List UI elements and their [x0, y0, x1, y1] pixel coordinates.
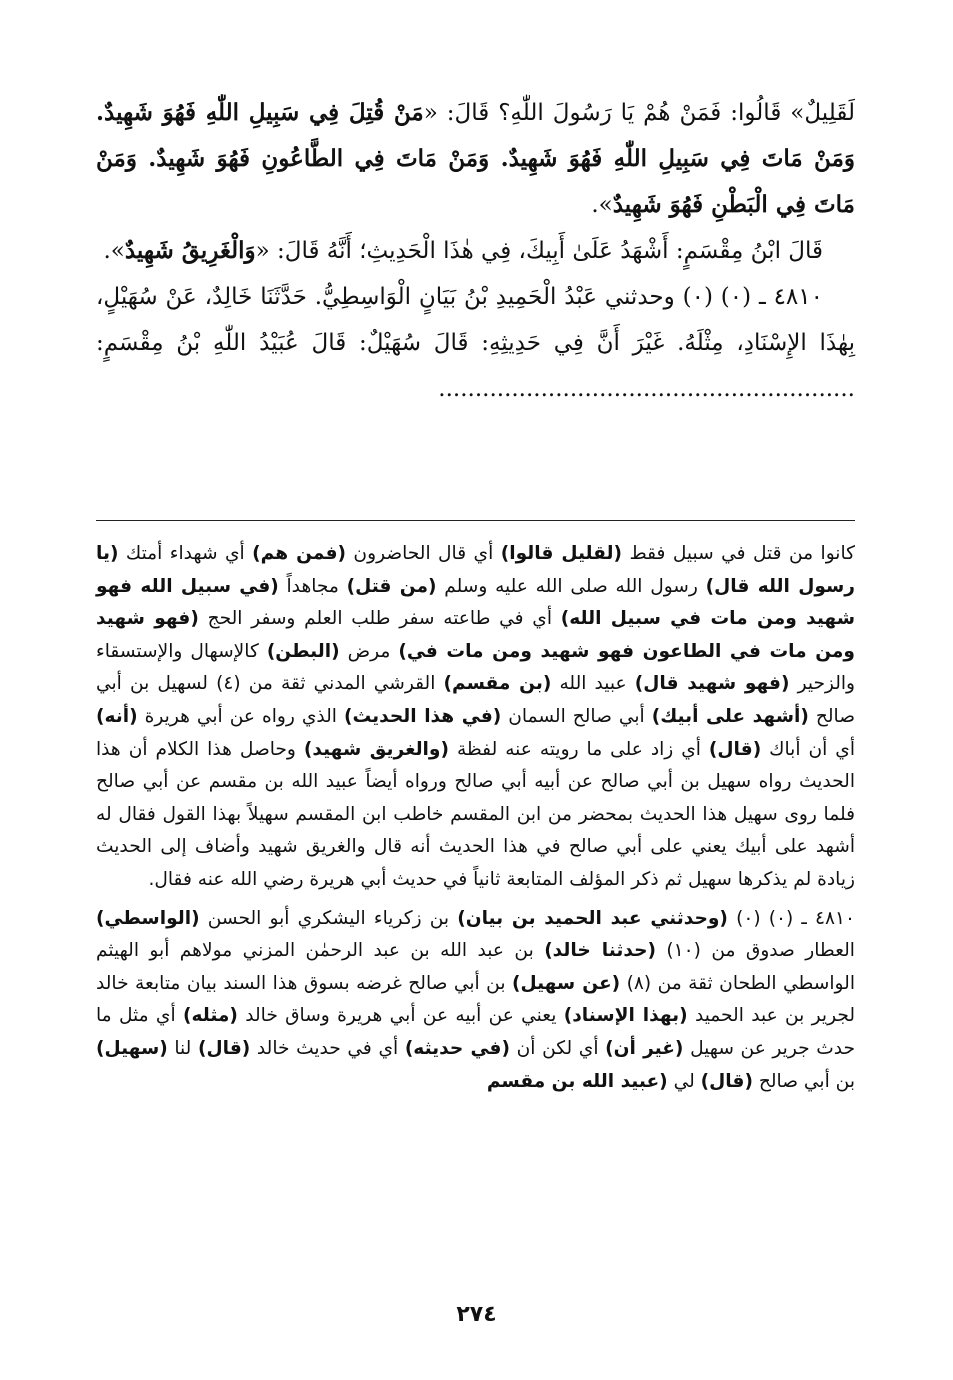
commentary-text: بن عبد الله بن عبد الرحمٰن المزني مولاهم أبو الهيثم الواسطي الطحان ثقة من (٨) — [96, 940, 855, 994]
commentary-bold-phrase: (من قتل) — [346, 575, 437, 597]
hadith-paragraph-3 — [96, 274, 855, 412]
commentary-bold-phrase: (حدثنا خالد) — [544, 940, 656, 962]
commentary-text: أي في حديث خالد — [250, 1037, 405, 1059]
hadith-text-plain: ». — [103, 238, 125, 264]
hadith-text-plain: لَقَلِيلٌ» قَالُوا: فَمَنْ هُمْ يَا رَسُولَ اللّٰهِ؟ قَالَ: « — [423, 100, 855, 126]
commentary-text: أي مثل ما حدث جرير عن سهيل — [96, 1005, 855, 1059]
page-number: ٢٧٤ — [456, 1302, 497, 1327]
hadith-paragraph-1 — [96, 90, 855, 228]
commentary-text: أي قال الحاضرون — [346, 543, 501, 564]
commentary-text: أي لكن أن — [509, 1037, 606, 1059]
commentary-text: لنا — [167, 1037, 198, 1059]
commentary-bold-phrase: (مثله) — [182, 1005, 238, 1027]
commentary-bold-phrase: (سهيل) — [96, 1037, 168, 1059]
commentary-text: بن أبي صالح غرضه بسوق هذا السند بيان متابعة خالد لجرير بن عبد الحميد — [96, 972, 855, 1027]
commentary-bold-phrase: (لقليل قالوا) — [500, 543, 623, 564]
commentary-bold-phrase: (قال) — [197, 1037, 251, 1059]
hadith-text-bold: وَالْغَرِيقُ شَهِيدٌ — [124, 237, 256, 264]
commentary-text: ٤٨١٠ ـ (٠) (٠) — [727, 907, 855, 929]
commentary-bold-phrase: (قال) — [708, 738, 762, 760]
commentary-text: مرض — [339, 640, 399, 662]
commentary-text: كالإسهال والإستسقاء والزحير — [96, 640, 856, 695]
hadith-text-plain: ». — [591, 192, 613, 218]
hadith-text-plain: ٤٨١٠ ـ (٠) (٠) وحدثني عَبْدُ الْحَمِيدِ بْنُ بَيَانٍ الْوَاسِطِيُّ. حَدَّثَنَا خَالِدٌ، عَنْ سُهَيْلٍ، بِهٰذَا الإِسْنَادِ، مِثْلَهُ. غَيْرَ أَنَّ فِي حَدِيثِهِ: قَالَ سُهَيْلٌ: قَالَ عُبَيْدُ اللّٰهِ بْنُ مِقْسَمٍ: — [96, 284, 855, 356]
commentary-bold-phrase: (أشهد على أبيك) — [651, 705, 809, 727]
commentary-text: رسول الله صلى الله عليه وسلم — [436, 575, 706, 597]
commentary-text: عبيد الله — [551, 673, 635, 695]
hadith-paragraph-2 — [96, 228, 855, 274]
commentary-bold-phrase: (في سبيل الله فهو شهيد ومن مات في سبيل الله) — [96, 575, 855, 630]
footnote-divider — [96, 520, 855, 521]
commentary-bold-phrase: (فمن هم) — [252, 543, 346, 564]
commentary-bold-phrase: (في حديثه) — [404, 1037, 510, 1059]
commentary-text: وحاصل هذا الكلام أن هذا الحديث رواه سهيل بن أبي صالح عن أبيه أبي صالح ورواه أيضاً عبيد الله بن مقسم عن أبي صالح فلما روى سهيل هذا الحديث بمحضر من ابن المقسم خاطب ابن المقسم سهيلاً بهذا القول فقال له أشهد على أبيك يعني على أبي صالح في هذا الحديث أنه قال والغريق شهيد وأضاف إلى الحديث زيادة لم يذكرها سهيل ثم ذكر المؤلف المتابعة ثانياً في حديث أبي هريرة رضي الله عنه فقال. — [96, 738, 855, 890]
commentary-text: القرشي المدني ثقة من (٤) لسهيل بن أبي صالح — [96, 673, 855, 727]
commentary-bold-phrase: (عن سهيل) — [511, 972, 621, 994]
commentary-bold-phrase: (غير أن) — [605, 1037, 684, 1059]
hadith-text-bold: مَنْ قُتِلَ فِي سَبِيلِ اللّٰهِ فَهُوَ شَهِيدٌ. وَمَنْ مَاتَ فِي سَبِيلِ اللّٰهِ فَهُوَ شَهِيدٌ. وَمَنْ مَاتَ فِي الطَّاعُونِ فَهُوَ شَهِيدٌ. وَمَنْ مَاتَ فِي الْبَطْنِ فَهُوَ شَهِيدٌ — [96, 99, 855, 218]
commentary-text: كانوا من قتل في سبيل فقط — [622, 543, 855, 564]
commentary-bold-phrase: (أنه) — [96, 705, 138, 727]
commentary-text: لي — [667, 1070, 701, 1092]
commentary-bold-phrase: (قال) — [700, 1070, 753, 1092]
commentary-bold-phrase: (الواسطي) — [96, 907, 200, 929]
commentary-bold-phrase: (فهو شهيد قال) — [634, 673, 790, 695]
commentary-text: بن زكرياء اليشكري أبو الحسن — [199, 907, 458, 929]
commentary-text: العطار صدوق من (١٠) — [655, 940, 855, 962]
commentary-text: أي أن أباك — [761, 738, 855, 760]
hadith-text-plain: قَالَ ابْنُ مِقْسَمٍ: أَشْهَدُ عَلَىٰ أَبِيكَ، فِي هٰذَا الْحَدِيثِ؛ أَنَّهُ قَالَ: « — [255, 238, 823, 264]
commentary-text: أبي صالح السمان — [501, 705, 652, 727]
commentary-text: أي في طاعته سفر طلب العلم وسفر الحج — [198, 608, 561, 630]
commentary-bold-phrase: (البطن) — [266, 640, 340, 662]
commentary-bold-phrase: (يا رسول الله قال) — [96, 543, 855, 597]
commentary-block — [96, 538, 855, 1098]
commentary-text: الذي رواه عن أبي هريرة — [137, 705, 344, 727]
commentary-text: بن أبي صالح — [752, 1070, 855, 1092]
commentary-bold-phrase: (فهو شهيد ومن مات في الطاعون فهو شهيد ومن مات في) — [96, 608, 855, 662]
commentary-bold-phrase: (بن مقسم) — [443, 673, 552, 695]
commentary-bold-phrase: (والغريق شهيد) — [303, 738, 449, 760]
hadith-text-block — [96, 90, 855, 412]
commentary-text: أي شهداء أمتك — [118, 543, 253, 564]
commentary-text: يعني عن أبيه عن أبي هريرة وساق خالد — [237, 1005, 564, 1027]
commentary-bold-phrase: (وحدثني عبد الحميد بن بيان) — [457, 907, 728, 929]
ellipsis-dots: ......................................................... — [438, 376, 855, 402]
commentary-paragraph-2 — [96, 903, 855, 1099]
commentary-bold-phrase: (بهذا الإسناد) — [563, 1005, 688, 1027]
commentary-bold-phrase: (في هذا الحديث) — [343, 705, 502, 727]
commentary-text: مجاهداً — [278, 575, 347, 597]
commentary-text: أي زاد على ما رويته عنه لفظة — [448, 738, 709, 760]
commentary-paragraph-1 — [96, 538, 855, 897]
commentary-bold-phrase: (عبيد الله بن مقسم — [486, 1070, 668, 1092]
